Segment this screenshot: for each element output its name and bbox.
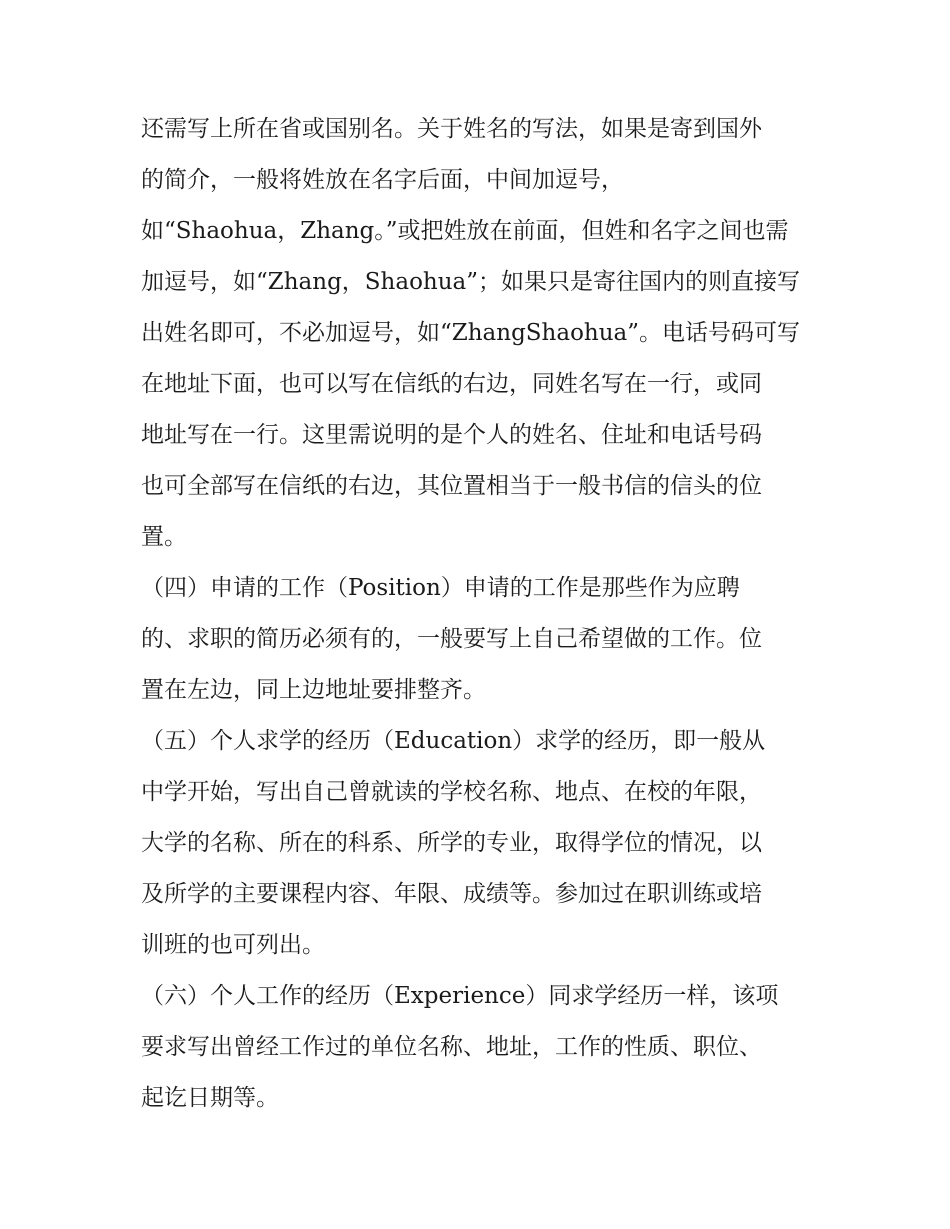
- text-line: 置在左边，同上边地址要排整齐。: [141, 677, 486, 703]
- text-line: 要求写出曾经工作过的单位名称、地址，工作的性质、职位、: [141, 1034, 762, 1060]
- text-line: 在地址下面，也可以写在信纸的右边，同姓名写在一行，或同: [141, 371, 762, 397]
- document-body: [141, 104, 821, 1124]
- text-line: 如“Shaohua，Zhang。”或把姓放在前面，但姓和名字之间也需: [141, 218, 789, 244]
- text-line: 的、求职的简历必须有的，一般要写上自己希望做的工作。位: [141, 626, 762, 652]
- text-line: 还需写上所在省或国别名。关于姓名的写法，如果是寄到国外: [141, 116, 762, 142]
- section-heading-education: （五）个人求学的经历（Education）求学的经历，即一般从: [141, 728, 766, 754]
- text-line: 中学开始，写出自己曾就读的学校名称、地点、在校的年限，: [141, 779, 762, 805]
- text-line: 出姓名即可，不必加逗号，如“ZhangShaohua”。电话号码可写: [141, 320, 801, 346]
- text-line: 也可全部写在信纸的右边，其位置相当于一般书信的信头的位: [141, 473, 762, 499]
- text-line: 起讫日期等。: [141, 1085, 279, 1111]
- text-line: 的简介，一般将姓放在名字后面，中间加逗号，: [141, 167, 624, 193]
- text-line: 加逗号，如“Zhang，Shaohua”；如果只是寄往国内的则直接写: [141, 269, 801, 295]
- text-line: 训班的也可列出。: [141, 932, 325, 958]
- text-line: 大学的名称、所在的科系、所学的专业，取得学位的情况，以: [141, 830, 762, 856]
- text-line: 地址写在一行。这里需说明的是个人的姓名、住址和电话号码: [141, 422, 762, 448]
- section-heading-position: （四）申请的工作（Position）申请的工作是那些作为应聘: [141, 575, 740, 601]
- text-line: 及所学的主要课程内容、年限、成绩等。参加过在职训练或培: [141, 881, 762, 907]
- section-heading-experience: （六）个人工作的经历（Experience）同求学经历一样，该项: [141, 983, 779, 1009]
- text-line: 置。: [141, 524, 187, 550]
